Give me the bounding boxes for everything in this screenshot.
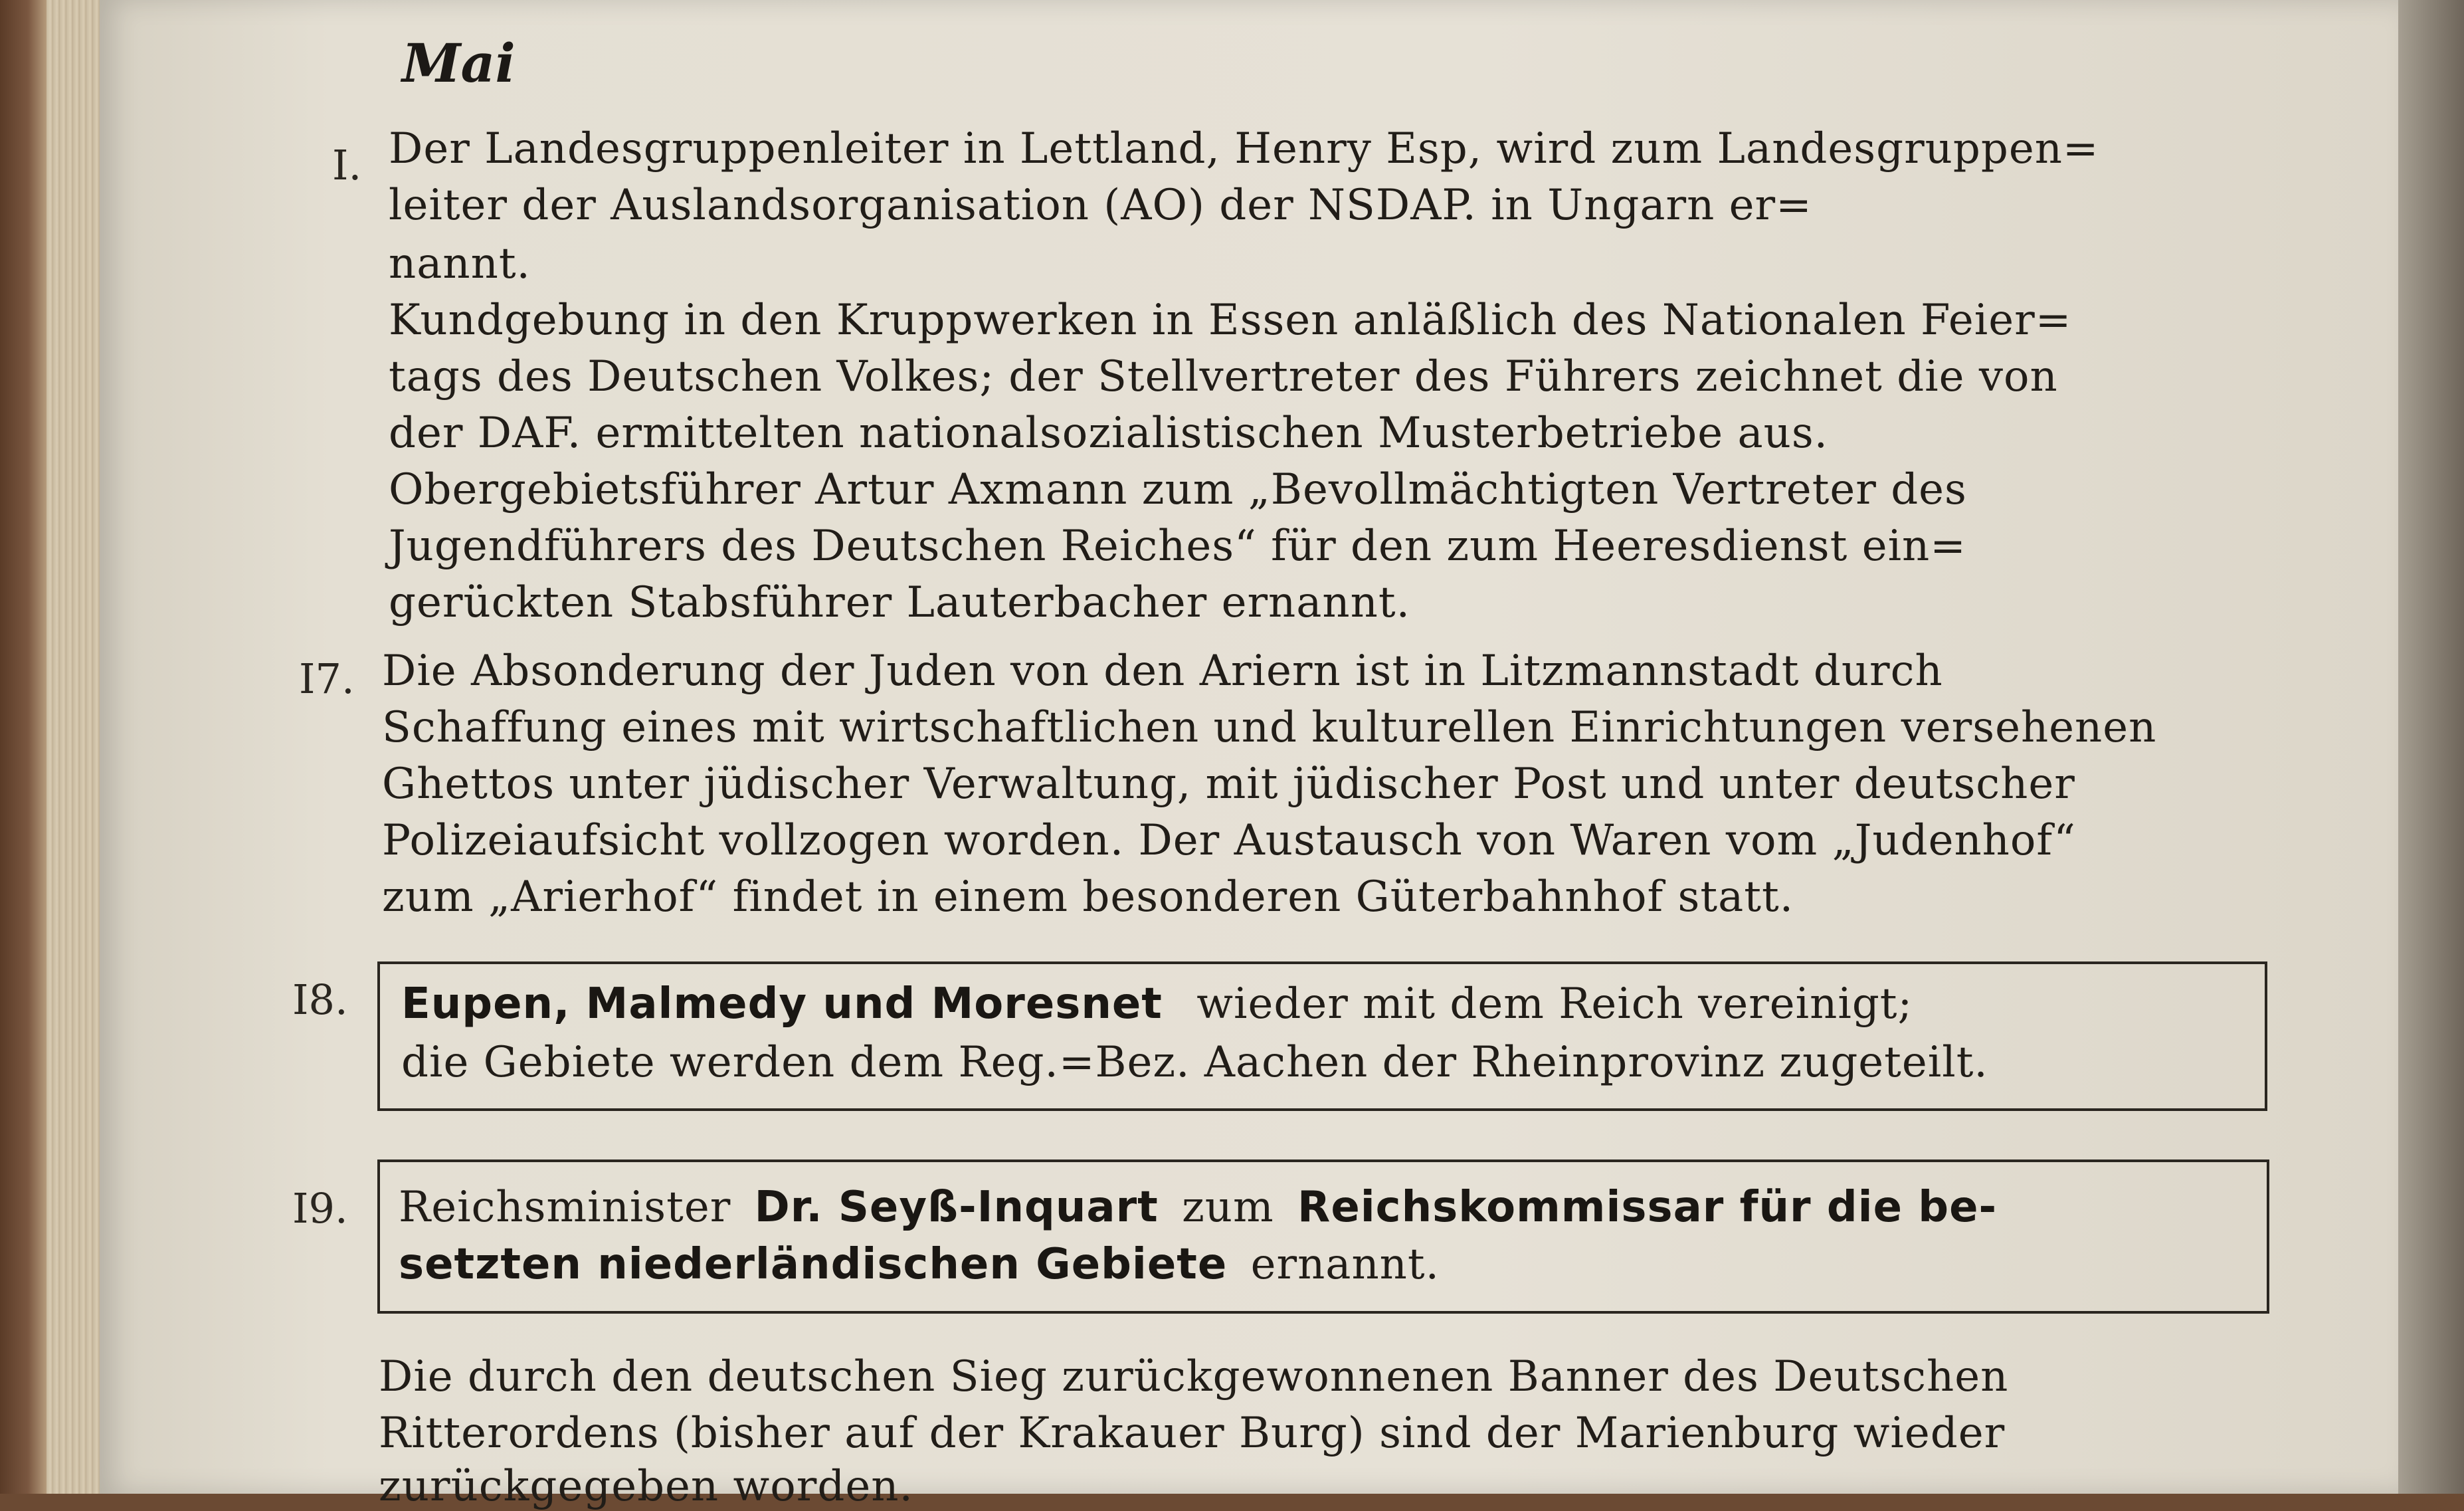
regular-text: Reichsminister — [399, 1183, 731, 1232]
day-number: I9. — [292, 1184, 348, 1233]
entry-text-line: gerückten Stabsführer Lauterbacher ernannt. — [389, 578, 1410, 627]
entry-text-line: Schaffung eines mit wirtschaftlichen und kulturellen Einrichtungen versehenen — [382, 703, 2157, 752]
entry-text-line: Der Landesgruppenleiter in Lettland, Henry Esp, wird zum Landesgruppen= — [389, 124, 2099, 173]
bold-text: setzten niederländischen Gebiete — [399, 1240, 1228, 1289]
entry-text-line — [399, 1240, 1440, 1289]
entry-text-line: Ritterordens (bisher auf der Krakauer Burg) sind der Marienburg wieder — [379, 1409, 2006, 1458]
bold-text: Reichskommissar für die be- — [1297, 1183, 1998, 1232]
regular-text: ernannt. — [1250, 1240, 1440, 1289]
entry-text-line: leiter der Auslandsorganisation (AO) der NSDAP. in Ungarn er= — [389, 181, 1812, 230]
entry-text-line: Polizeiaufsicht vollzogen worden. Der Austausch von Waren vom „Judenhof“ — [382, 816, 2076, 865]
day-number: I. — [332, 141, 362, 189]
day-number: I8. — [292, 975, 348, 1024]
regular-text: zum — [1182, 1183, 1274, 1232]
page-shadow — [2398, 0, 2464, 1494]
day-number: I7. — [299, 655, 355, 703]
regular-text: wieder mit dem Reich vereinigt; — [1196, 979, 1913, 1029]
entry-text-line: zum „Arierhof“ findet in einem besonderen Güterbahnhof statt. — [382, 872, 1794, 922]
book-cover-edge — [0, 0, 47, 1494]
entry-text-line: Die durch den deutschen Sieg zurückgewonnenen Banner des Deutschen — [379, 1352, 2009, 1401]
page-stack-edge — [47, 0, 106, 1494]
boxed-entry — [377, 1159, 2269, 1314]
entry-text-line: Obergebietsführer Artur Axmann zum „Bevollmächtigten Vertreter des — [389, 465, 1967, 514]
entry-text-line: Die Absonderung der Juden von den Ariern ist in Litzmannstadt durch — [382, 647, 1943, 696]
entry-text-line: Jugendführers des Deutschen Reiches“ für den zum Heeresdienst ein= — [389, 522, 1966, 571]
entry-text-line: der DAF. ermittelten nationalsozialistischen Musterbetriebe aus. — [389, 409, 1828, 458]
month-heading: Mai — [402, 32, 516, 94]
entry-text-line: tags des Deutschen Volkes; der Stellvertreter des Führers zeichnet die von — [389, 352, 2058, 401]
entry-text-line: Kundgebung in den Kruppwerken in Essen anläßlich des Nationalen Feier= — [389, 296, 2072, 345]
boxed-entry — [377, 961, 2267, 1111]
entry-text-line — [401, 979, 1913, 1029]
entry-text-line — [399, 1183, 1998, 1232]
entry-text-line: die Gebiete werden dem Reg.=Bez. Aachen der Rheinprovinz zugeteilt. — [401, 1038, 1988, 1087]
bold-text: Dr. Seyß-Inquart — [754, 1183, 1159, 1232]
entry-text-line: zurückgegeben worden. — [379, 1462, 913, 1511]
entry-text-line: Ghettos unter jüdischer Verwaltung, mit jüdischer Post und unter deutscher — [382, 759, 2075, 809]
entry-text-line: nannt. — [389, 239, 531, 288]
bold-text: Eupen, Malmedy und Moresnet — [401, 979, 1163, 1029]
